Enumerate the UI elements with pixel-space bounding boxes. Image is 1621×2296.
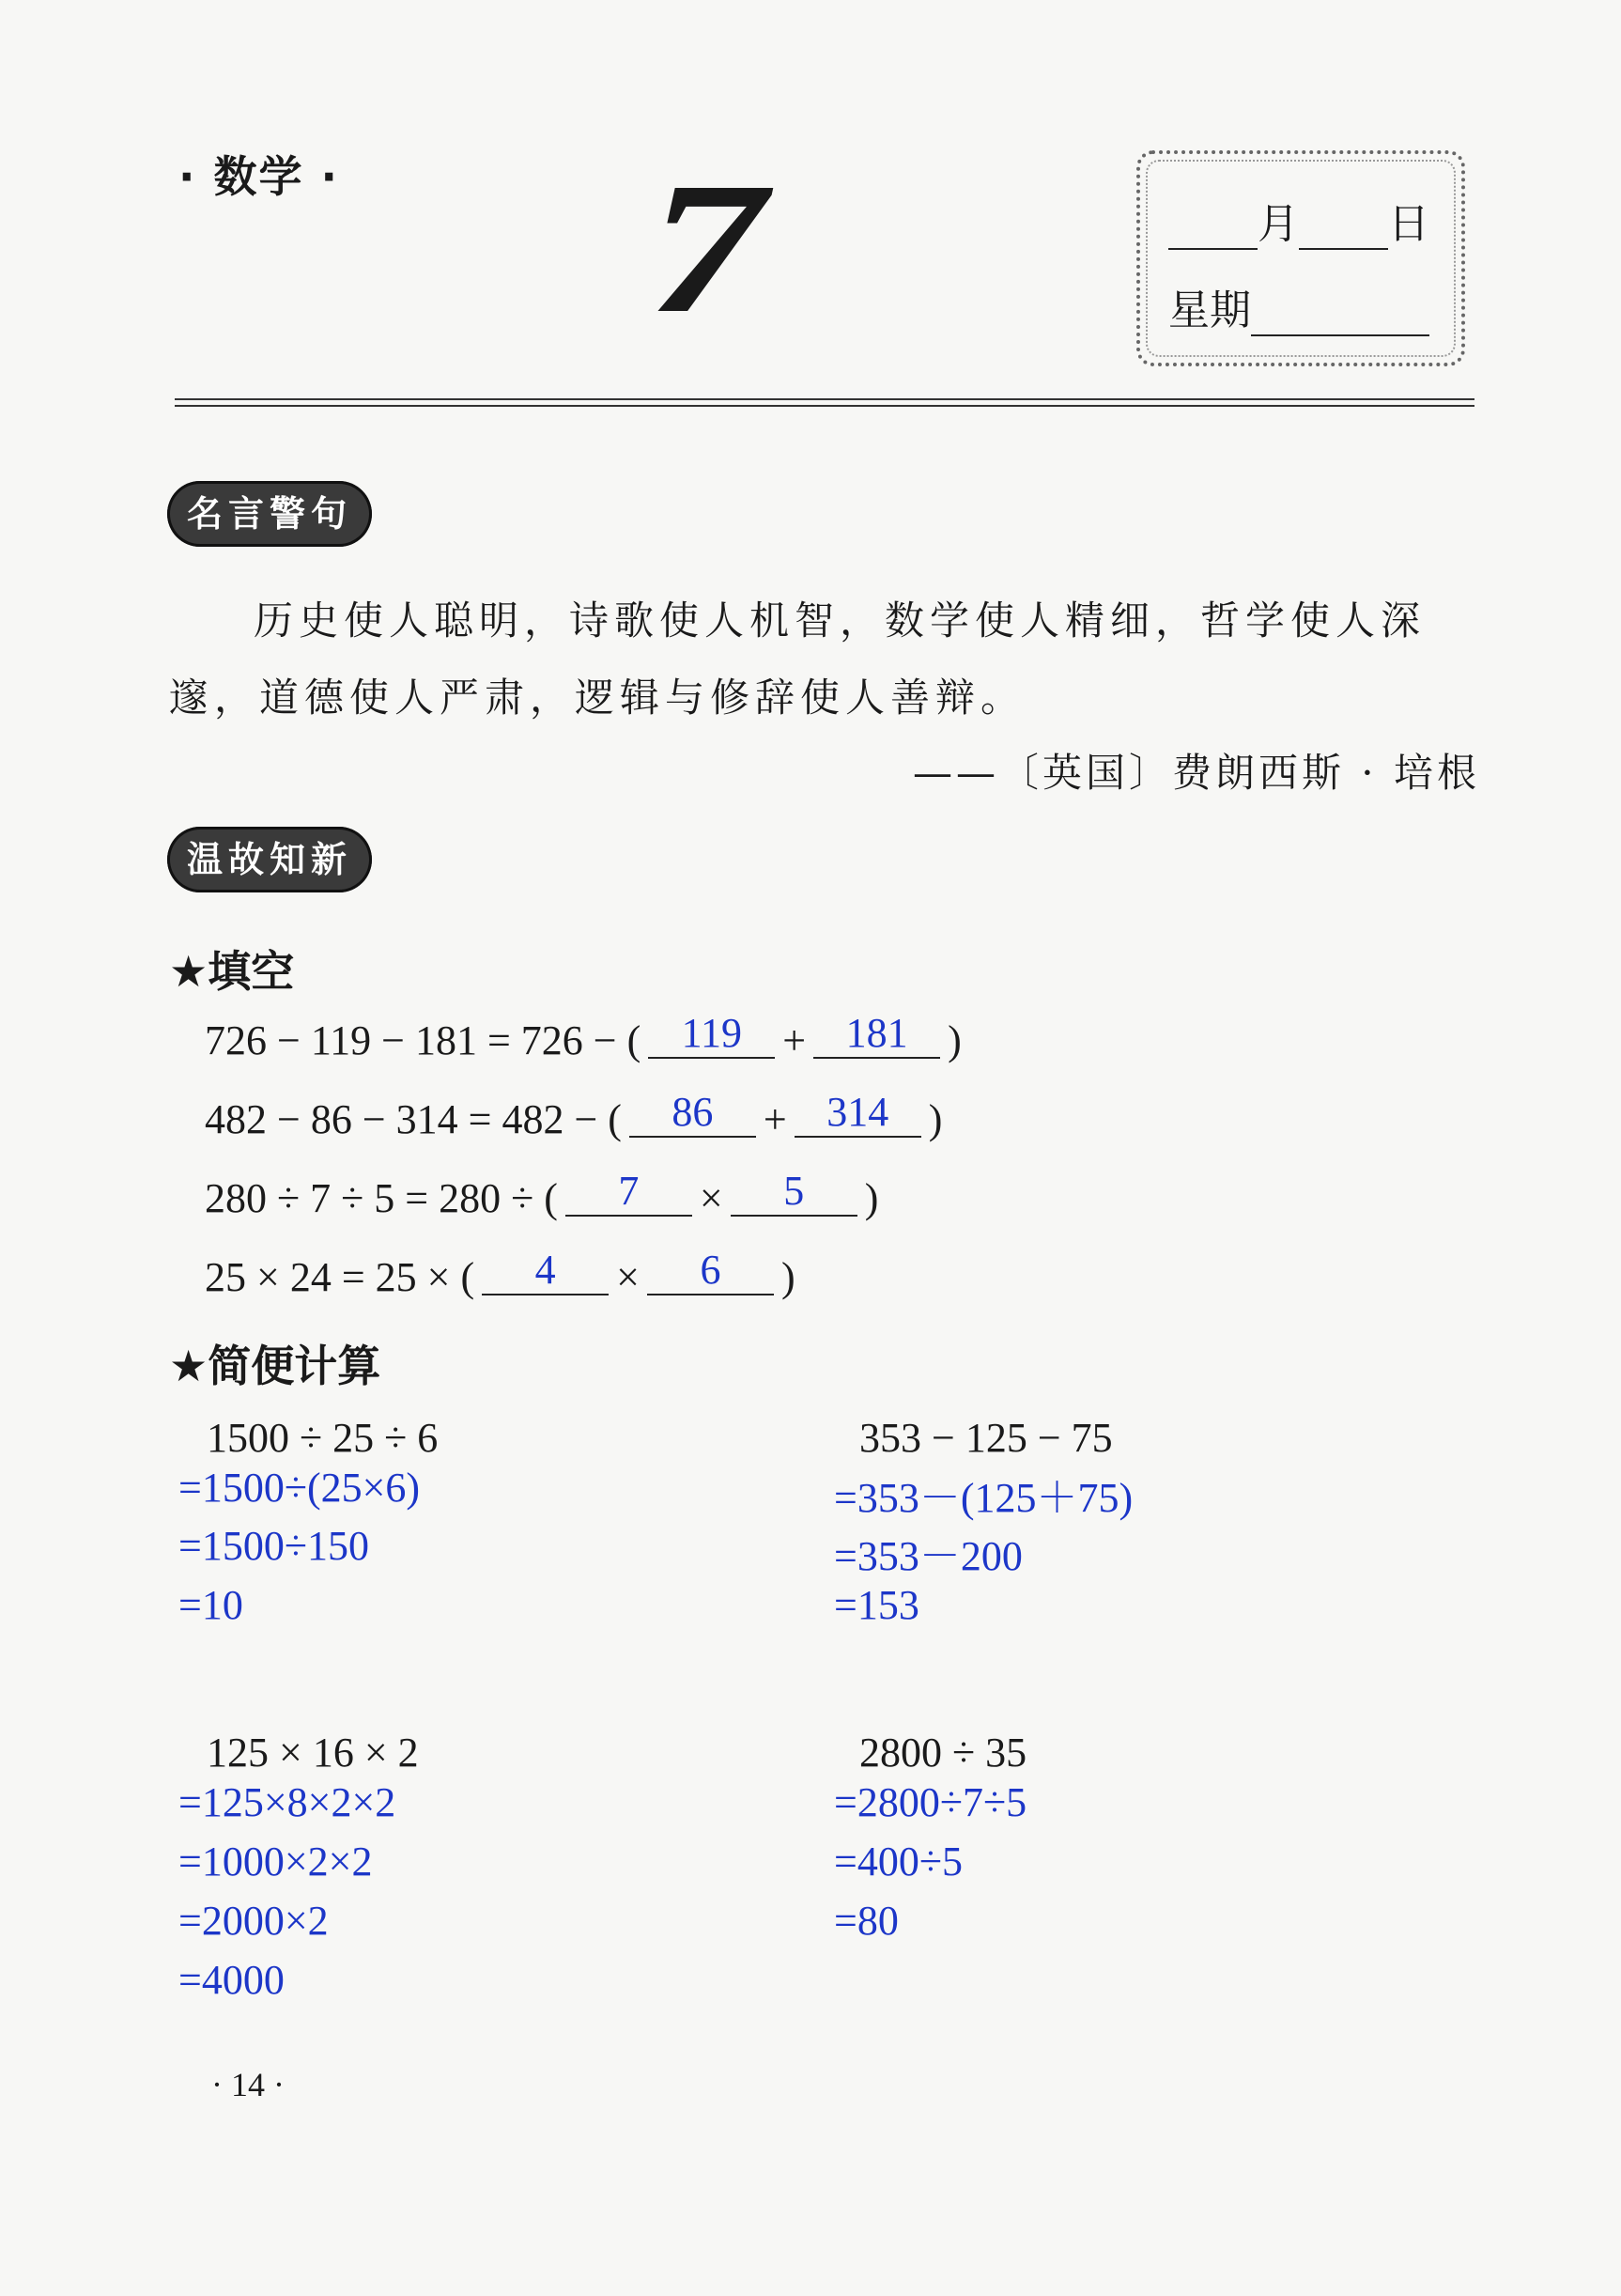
- subject-label: · 数学 ·: [178, 151, 339, 202]
- blank-answer[interactable]: 119: [648, 1009, 775, 1059]
- calc-step: =1500÷150: [178, 1523, 369, 1569]
- calc-step: =4000: [178, 1957, 285, 2003]
- weekday-label: 星期: [1168, 287, 1251, 334]
- blank-answer[interactable]: 5: [731, 1167, 857, 1217]
- lesson-number: 7: [648, 145, 765, 352]
- weekday-row: [1168, 276, 1429, 336]
- blank-answer[interactable]: 86: [629, 1088, 756, 1138]
- quote-author: ——〔英国〕费朗西斯 · 培根: [912, 750, 1480, 796]
- calc-problem-4: 2800 ÷ 35: [859, 1730, 1027, 1776]
- weekday-blank[interactable]: [1251, 297, 1429, 336]
- blank-answer[interactable]: 314: [795, 1088, 921, 1138]
- calc-step: =2800÷7÷5: [834, 1779, 1027, 1825]
- calc-step: =10: [178, 1582, 243, 1628]
- calc-step: =353－200: [834, 1533, 1023, 1579]
- fill-item-1: 726 − 119 − 181 = 726 − ( 119 + 181 ): [205, 1010, 962, 1063]
- fill-item-3: 280 ÷ 7 ÷ 5 = 280 ÷ ( 7 × 5 ): [205, 1168, 879, 1221]
- calc-step: =2000×2: [178, 1898, 329, 1944]
- calc-step: =400÷5: [834, 1838, 963, 1885]
- calc-problem-2: 353 − 125 − 75: [859, 1415, 1113, 1461]
- calc-step: =1500÷(25×6): [178, 1465, 421, 1511]
- fill-item-4: 25 × 24 = 25 × ( 4 × 6 ): [205, 1247, 795, 1300]
- calc-step: =80: [834, 1898, 899, 1944]
- date-box: [1136, 150, 1465, 366]
- calc-step: =353－(125＋75): [834, 1475, 1134, 1521]
- day-blank[interactable]: [1299, 210, 1388, 250]
- quote-badge: 名言警句: [167, 481, 372, 547]
- month-blank[interactable]: [1168, 210, 1258, 250]
- page-number: · 14 ·: [211, 2066, 285, 2103]
- calc-title: ★简便计算: [169, 1341, 381, 1391]
- month-label: 月: [1258, 200, 1299, 248]
- day-label: 日: [1388, 200, 1429, 248]
- blank-answer[interactable]: 4: [482, 1246, 609, 1295]
- review-badge: 温故知新: [167, 827, 372, 892]
- blank-answer[interactable]: 7: [565, 1167, 692, 1217]
- quote-text: 历史使人聪明，诗歌使人机智，数学使人精细，哲学使人深邃，道德使人严肃，逻辑与修辞使人善辩。: [169, 597, 1427, 721]
- calc-problem-1: 1500 ÷ 25 ÷ 6: [207, 1415, 439, 1461]
- month-day-row: [1168, 190, 1429, 250]
- calc-problem-3: 125 × 16 × 2: [207, 1730, 419, 1776]
- blank-answer[interactable]: 6: [647, 1246, 774, 1295]
- header-divider-2: [175, 405, 1474, 407]
- calc-step: =153: [834, 1582, 919, 1628]
- fill-item-2: 482 − 86 − 314 = 482 − ( 86 + 314 ): [205, 1089, 943, 1142]
- blank-answer[interactable]: 181: [813, 1009, 940, 1059]
- fill-title: ★填空: [169, 946, 295, 997]
- calc-step: =125×8×2×2: [178, 1779, 396, 1825]
- header-divider: [175, 398, 1474, 400]
- calc-step: =1000×2×2: [178, 1838, 373, 1885]
